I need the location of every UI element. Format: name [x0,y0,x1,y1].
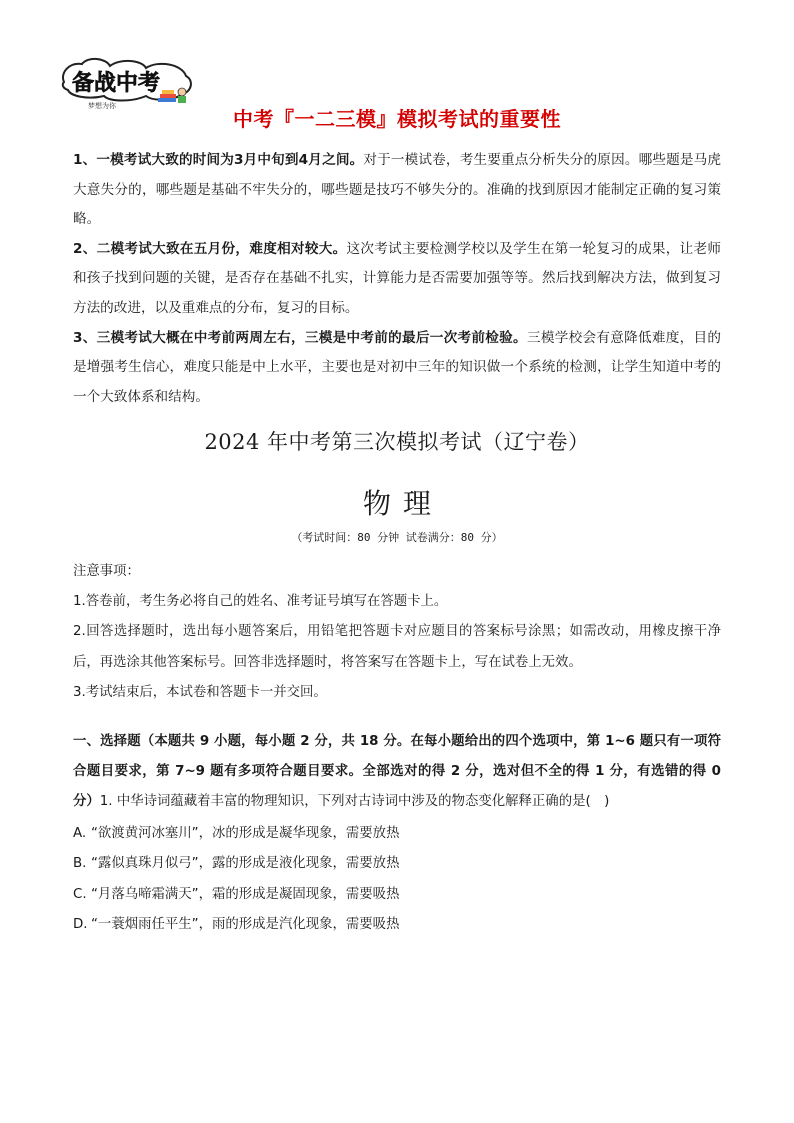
intro-text: 三模学校会有意降低难度，目的是增强考生信心，难度只能是中上水平，主要也是对初中三年的知识做一个系统的检测，让学生知道中考的一个大致体系和结构。 [73,329,722,405]
intro-paragraph [73,324,721,413]
intro-paragraph [73,235,721,324]
question-1: 1. 中华诗词蕴藏着丰富的物理知识，下列对古诗词中涉及的物态变化解释正确的是( ) [99,794,610,810]
banner-title: 中考『一二三模』模拟考试的重要性 [233,107,561,131]
logo-sub-text: 梦想为你 [88,102,116,110]
notes-item: 1.答卷前，考生务必将自己的姓名、准考证号填写在答题卡上。 [73,594,448,610]
exam-info: （考试时间：80 分钟 试卷满分：80 分） [291,531,503,544]
notes-heading: 注意事项： [73,564,140,579]
intro-text: 这次考试主要检测学校以及学生在第一轮复习的成果，让老师和孩子找到问题的关键，是否存在基础不扎实，计算能力是否需要加强等等。然后找到解决方法，做到复习方法的改进，以及重难点的分布，复习的目标。 [73,240,722,316]
intro-bold: 2、二模考试大致在五月份，难度相对较大。 [73,240,347,257]
option-d [73,910,721,940]
option-text: “露似真珠月似弓”，露的形成是液化现象，需要放热 [91,856,400,872]
intro-bold: 3、三模考试大概在中考前两周左右，三模是中考前的最后一次考前检验。 [73,329,527,346]
intro-text: 对于一模试卷，考生要重点分析失分的原因。哪些题是马虎大意失分的，哪些题是基础不牢失分的，哪些题是技巧不够失分的。准确的找到原因才能制定正确的复习策略。 [73,152,722,228]
choice-section [73,727,721,818]
intro-bold: 1、一模考试大致的时间为3月中旬到4月之间。 [73,152,364,168]
option-text: “一蓑烟雨任平生”，雨的形成是汽化现象，需要吸热 [91,917,400,933]
option-text: “欲渡黄河冰塞川”，冰的形成是凝华现象，需要放热 [91,826,400,841]
option-b [73,849,721,879]
subject-title: 物理 [362,487,443,520]
intro-section [73,146,721,412]
option-text: “月落乌啼霜满天”，霜的形成是凝固现象，需要吸热 [91,886,400,902]
option-letter: B. [73,856,87,872]
notes-section [73,557,721,708]
intro-paragraph [73,146,721,235]
option-a [73,819,721,849]
option-letter: C. [73,886,87,902]
notes-item: 2.回答选择题时，选出每小题答案后，用铅笔把答题卡对应题目的答案标号涂黑；如需改动，用橡皮擦干净后，再选涂其他答案标号。回答非选择题时，将答案写在答题卡上，写在试卷上无效。 [73,624,721,670]
exam-title: 2024 年中考第三次模拟考试（辽宁卷） [204,430,590,454]
logo-main-text: 备战中考 [72,71,161,96]
option-c [73,880,721,910]
option-letter: D. [73,917,88,933]
section-paragraph [73,727,721,818]
question-1-options [73,819,721,941]
option-letter: A. [73,826,87,841]
notes-item: 3.考试结束后，本试卷和答题卡一并交回。 [73,684,327,700]
section-instructions: 一、选择题（本题共 9 小题，每小题 2 分，共 18 分。在每小题给出的四个选项中，第 1~6 题只有一项符合题目要求，第 7~9 题有多项符合题目要求。全部选对的得 2 分，选对但不全的得 1 分，有选错的得 0 分） [73,734,721,810]
